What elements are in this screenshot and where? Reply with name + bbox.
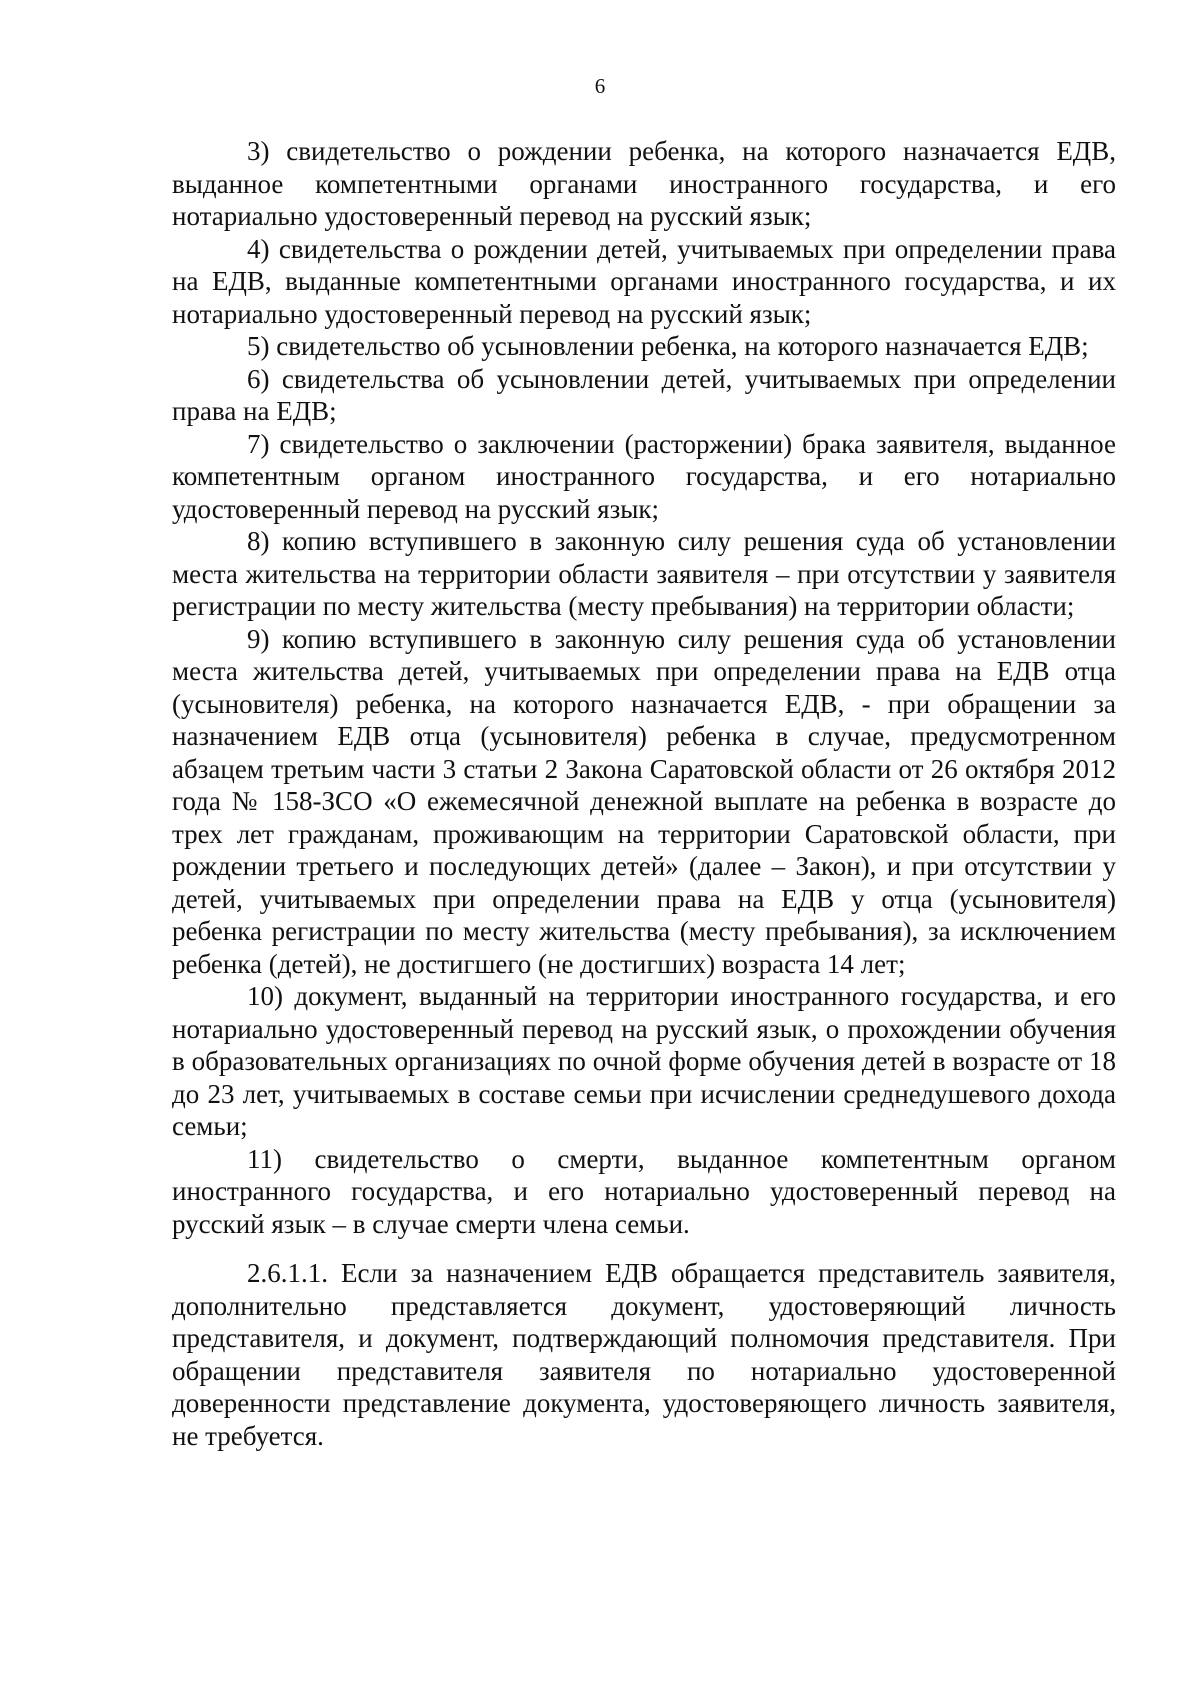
page-number: 6 bbox=[594, 74, 606, 98]
clause-2-6-1-1: 2.6.1.1. Если за назначением ЕДВ обращается представитель заявителя, дополнительно представляется документ, удостоверяющий личность представителя, и документ, подтверждающий полномочия представителя. При обращении представителя заявителя по нотариально удостоверенной доверенности представление документа, удостоверяющего личность заявителя, не требуется. bbox=[172, 1258, 1116, 1451]
list-item-4: 4) свидетельства о рождении детей, учитываемых при определении права на ЕДВ, выданные компетентными органами иностранного государства, и их нотариально удостоверенный перевод на русский язык; bbox=[172, 233, 1116, 329]
list-item-10: 10) документ, выданный на территории иностранного государства, и его нотариально удостоверенный перевод на русский язык, о прохождении обучения в образовательных организациях по очной форме обучения детей в возрасте от 18 до 23 лет, учитываемых в составе семьи при исчислении среднедушевого дохода семьи; bbox=[172, 981, 1116, 1141]
document-body bbox=[172, 135, 1116, 1452]
list-item-6: 6) свидетельства об усыновлении детей, учитываемых при определении права на ЕДВ; bbox=[172, 363, 1116, 426]
list-item-7: 7) свидетельство о заключении (расторжении) брака заявителя, выданное компетентным органом иностранного государства, и его нотариально удостоверенный перевод на русский язык; bbox=[172, 428, 1116, 524]
list-item-9: 9) копию вступившего в законную силу решения суда об установлении места жительства детей, учитываемых при определении права на ЕДВ отца (усыновителя) ребенка, на которого назначается ЕДВ, - при обращении за назначением ЕДВ отца (усыновителя) ребенка в случае, предусмотренном абзацем третьим части 3 статьи 2 Закона Саратовской области от 26 октября 2012 года № 158-ЗСО «О ежемесячной денежной выплате на ребенка в возрасте до трех лет гражданам, проживающим на территории Саратовской области, при рождении третьего и последующих детей» (далее – Закон), и при отсутствии у детей, учитываемых при определении права на ЕДВ у отца (усыновителя) ребенка регистрации по месту жительства (месту пребывания), за исключением ребенка (детей), не достигшего (не достигших) возраста 14 лет; bbox=[172, 623, 1116, 979]
list-item-3: 3) свидетельство о рождении ребенка, на которого назначается ЕДВ, выданное компетентными органами иностранного государства, и его нотариально удостоверенный перевод на русский язык; bbox=[172, 136, 1116, 231]
list-item-11: 11) свидетельство о смерти, выданное компетентным органом иностранного государства, и его нотариально удостоверенный перевод на русский язык – в случае смерти члена семьи. bbox=[172, 1143, 1116, 1239]
list-item-5: 5) свидетельство об усыновлении ребенка, на которого назначается ЕДВ; bbox=[247, 331, 1089, 361]
list-item-8: 8) копию вступившего в законную силу решения суда об установлении места жительства на территории области заявителя – при отсутствии у заявителя регистрации по месту жительства (месту пребывания) на территории области; bbox=[172, 526, 1116, 621]
